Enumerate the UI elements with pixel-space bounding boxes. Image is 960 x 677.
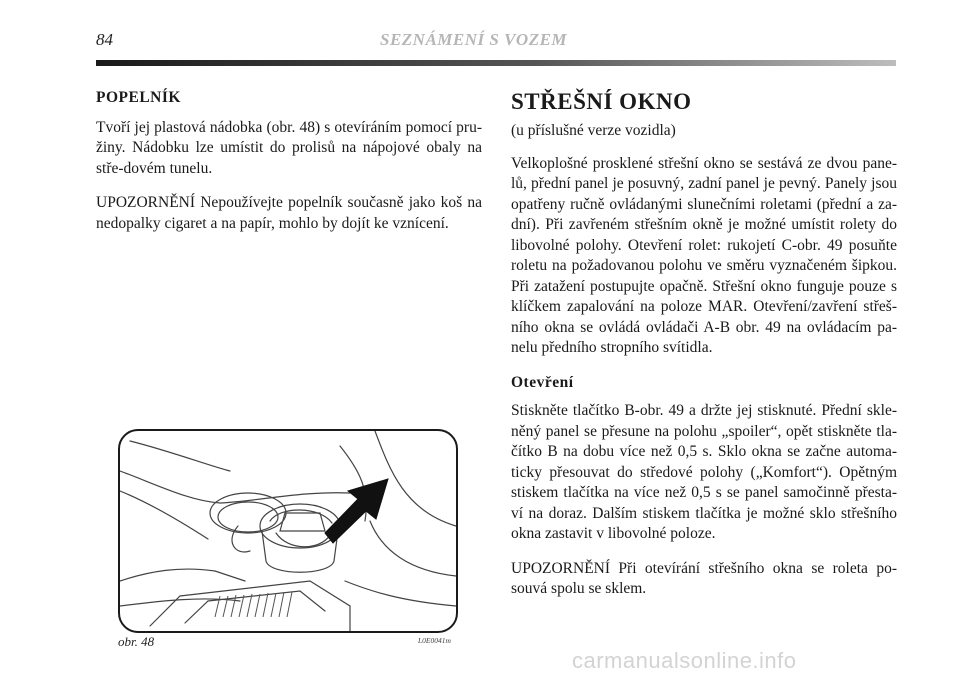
section-title: SEZNÁMENÍ S VOZEM — [380, 30, 568, 49]
pointer-arrow-icon — [325, 479, 388, 543]
header-rule — [96, 60, 896, 66]
opening-subheading: Otevření — [511, 373, 574, 391]
sunroof-warning: UPOZORNĚNÍ Při otevírání střešního okna se roleta po-souvá spolu se sklem. — [511, 559, 897, 597]
sunroof-description: Velkoplošné prosklené střešní okno se sestává ze dvou pane-lů, přední panel je posuvný, zadní panel je pevný. Panely jsou opatřeny ručně ovládanými slunečními roletami (přední a za-dní). Při zavřeném střešním okně je možné umístit rolety do libovolné polohy. Otevření rolet: rukojetí C-obr. 49 posuňte roletu na požadovanou polohu ve směru vyznačeném šipkou. Při zatažení postupujte opačně. Střešní okno funguje pouze s klíčkem zapalování na poloze MAR. Otevření/zavření střeš-ního okna se ovládá ovládači A-B obr. 49 na ovládacím pa-nelu předního stropního svítidla. — [511, 154, 897, 356]
sunroof-subtitle: (u příslušné verze vozidla) — [511, 122, 676, 139]
ashtray-figure — [118, 429, 458, 633]
left-column — [96, 88, 482, 248]
sunroof-heading: STŘEŠNÍ OKNO — [511, 89, 692, 114]
opening-description: Stiskněte tlačítko B-obr. 49 a držte jej stisknuté. Přední skle-něný panel se přesune na polohu „spoiler“, opět stiskněte tla-čítko B na dobu více než 0,5 s. Sklo okna se začne automa-ticky přesouvat do středové polohy („Komfort“). Opětným stiskem tlačítka na více než 0,5 s se panel samočinně přesta-ví na doraz. Dalším stiskem tlačítka je možné sklo střešního okna zastavit v libovolné poloze. — [511, 402, 897, 542]
right-column — [511, 88, 897, 614]
ashtray-illustration — [120, 431, 456, 631]
ashtray-heading: POPELNÍK — [96, 89, 181, 106]
figure-caption: obr. 48 — [118, 634, 155, 649]
footer-watermark: carmanualsonline.info — [572, 648, 797, 673]
page-number: 84 — [96, 30, 113, 49]
ashtray-warning: UPOZORNĚNÍ Nepoužívejte popelník současně jako koš na nedopalky cigaret a na papír, mohlo by dojít ke vznícení. — [96, 194, 482, 232]
figure-code: L0E0041m — [418, 636, 451, 645]
ashtray-description: Tvoří jej plastová nádobka (obr. 48) s otevíráním pomocí pru-žiny. Nádobku lze umístit do prolisů na nápojové obaly na stře-dovém tunelu. — [96, 118, 482, 177]
